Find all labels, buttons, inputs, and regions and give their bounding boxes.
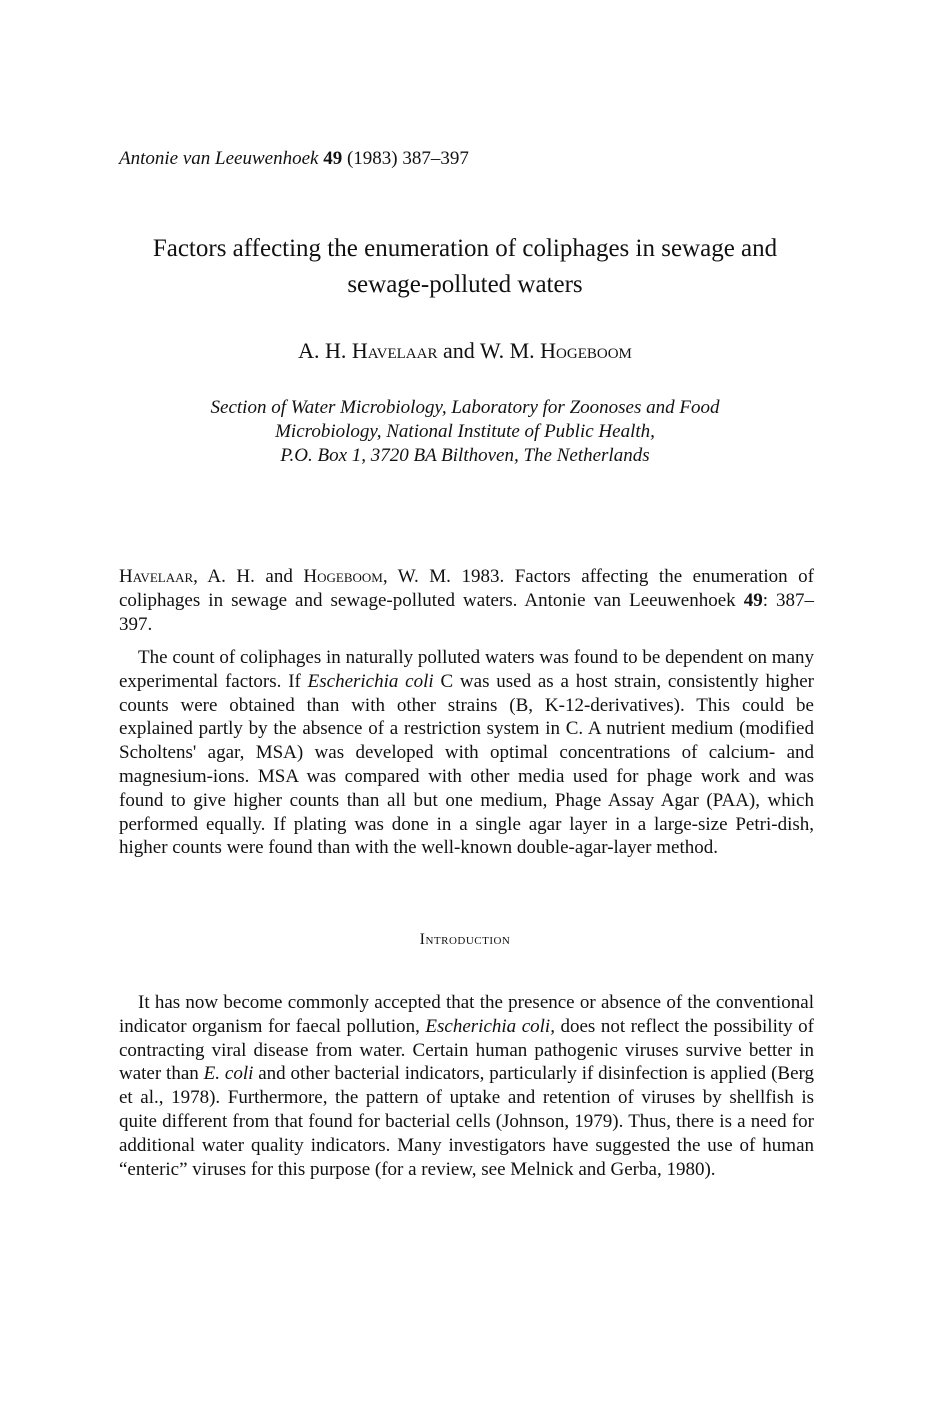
author-conjunction: and: [437, 338, 480, 363]
intro-text-3: and other bacterial indicators, particularly if disinfection is applied (Berg et al., 1978). Furthermore, the pattern of uptake and retention of viruses by shellfish is quite different from that found for bacterial cells (Johnson, 1979). Thus, there is a need for additional water quality indicators. Many investigators have suggested the use of human “enteric” viruses for this purpose (for a review, see Melnick and Gerba, 1980).: [119, 1063, 814, 1180]
abstract-text-2: C was used as a host strain, consistently higher counts were obtained than with other strains (B, K-12-derivatives). This could be explained partly by the absence of a restriction system in C. A nutrient medium (modified Scholtens' agar, MSA) was developed with optimal concentrations of calcium- and magnesium-ions. MSA was compared with other media used for phage work and was found to give higher counts than all but one medium, Phage Assay Agar (PAA), which performed equally. If plating was done in a single agar layer in a large-size Petri-dish, higher counts were found than with the well-known double-agar-layer method.: [119, 670, 814, 859]
citation-text-1: , A. H. and: [193, 566, 304, 587]
citation-volume: 49: [743, 589, 763, 611]
citation-author2: Hogeboom: [303, 566, 383, 587]
intro-organism-2: E. coli: [203, 1063, 254, 1085]
author2-initials: W. M.: [479, 338, 541, 363]
abstract-paragraph: [119, 646, 814, 860]
citation-text-2: , W. M. 1983. Factors affecting the enumeration of coliphages in sewage and sewage-polluted waters. Antonie van Leeuwenhoek: [119, 566, 814, 611]
section-heading-introduction: Introduction: [419, 931, 511, 948]
citation-pages: : 387–397.: [119, 589, 814, 635]
journal-name: Antonie van Leeuwenhoek: [119, 148, 319, 169]
abstract-text-1: The count of coliphages in naturally polluted waters was found to be dependent on many experimental factors. If: [119, 647, 814, 692]
author-list: [100, 338, 830, 364]
affiliation-line-3: P.O. Box 1, 3720 BA Bilthoven, The Netherlands: [280, 445, 650, 466]
title-line-1: Factors affecting the enumeration of coliphages in sewage and: [152, 235, 778, 262]
paper-title: [100, 231, 830, 303]
title-line-2: sewage-polluted waters: [347, 271, 583, 298]
author1-initials: A. H.: [298, 338, 352, 363]
journal-year-pages: (1983) 387–397: [342, 148, 469, 169]
introduction-paragraph: [119, 991, 814, 1181]
journal-reference: [119, 148, 469, 170]
affiliation: [100, 396, 830, 468]
citation-author1: Havelaar: [119, 566, 194, 587]
citation-paragraph: [119, 565, 814, 636]
intro-text-1: It has now become commonly accepted that the presence or absence of the conventional indicator organism for faecal pollution,: [119, 992, 814, 1037]
affiliation-line-2: Microbiology, National Institute of Public Health,: [275, 421, 655, 442]
intro-text-2: does not reflect the possibility of contracting viral disease from water. Certain human pathogenic viruses survive better in water than: [119, 1015, 814, 1085]
abstract-organism: Escherichia coli: [307, 670, 434, 692]
author2-surname: Hogeboom: [540, 338, 632, 363]
intro-organism-1: Escherichia coli,: [425, 1015, 555, 1037]
journal-volume: 49: [323, 148, 343, 169]
author1-surname: Havelaar: [351, 338, 438, 363]
affiliation-line-1: Section of Water Microbiology, Laboratory for Zoonoses and Food: [210, 397, 720, 418]
